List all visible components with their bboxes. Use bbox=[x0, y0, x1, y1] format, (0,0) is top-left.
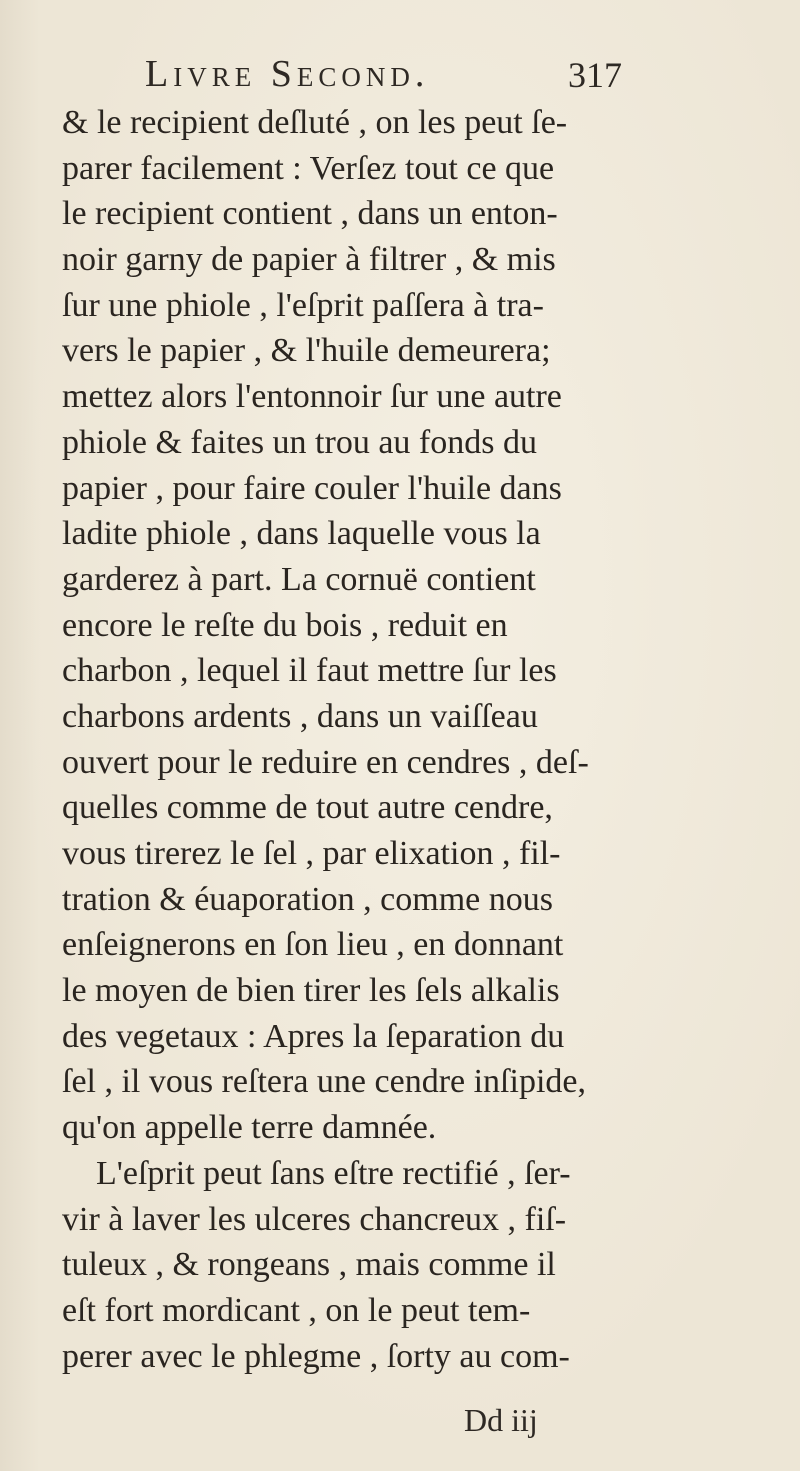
text-line: perer avec le phlegme , ſorty au com- bbox=[62, 1337, 570, 1375]
text-line: tration & éuaporation , comme nous bbox=[62, 880, 553, 918]
text-line: enſeignerons en ſon lieu , en donnant bbox=[62, 926, 564, 964]
page-number: 317 bbox=[568, 55, 622, 95]
text-line: ſur une phiole , l'eſprit paſſera à tra- bbox=[62, 286, 544, 324]
running-head bbox=[0, 52, 800, 102]
text-line: parer facilement : Verſez tout ce que bbox=[62, 149, 555, 187]
text-line: vers le papier , & l'huile demeurera; bbox=[62, 332, 551, 370]
text-line: quelles comme de tout autre cendre, bbox=[62, 789, 553, 827]
text-line: eſt fort mordicant , on le peut tem- bbox=[62, 1291, 531, 1329]
text-line: charbons ardents , dans un vaiſſeau bbox=[62, 697, 538, 735]
text-line: le moyen de bien tirer les ſels alkalis bbox=[62, 972, 560, 1010]
text-line: qu'on appelle terre damnée. bbox=[62, 1109, 437, 1147]
text-line: tuleux , & rongeans , mais comme il bbox=[62, 1246, 556, 1284]
signature-mark: Dd iij bbox=[464, 1402, 538, 1438]
text-line: des vegetaux : Apres la ſeparation du bbox=[62, 1017, 565, 1055]
text-line: charbon , lequel il faut mettre ſur les bbox=[62, 652, 557, 690]
body-text bbox=[62, 100, 662, 1379]
text-line: le recipient contient , dans un enton- bbox=[62, 195, 558, 233]
text-line: vous tirerez le ſel , par elixation , fil- bbox=[62, 835, 561, 872]
text-line: encore le reſte du bois , reduit en bbox=[62, 606, 508, 644]
running-head-title: Livre Second. bbox=[145, 53, 430, 95]
text-line: noir garny de papier à filtrer , & mis bbox=[62, 241, 556, 279]
text-line: ladite phiole , dans laquelle vous la bbox=[62, 515, 541, 553]
text-line: papier , pour faire couler l'huile dans bbox=[62, 469, 562, 507]
text-line: garderez à part. La cornuë contient bbox=[62, 560, 536, 598]
text-line: phiole & faites un trou au fonds du bbox=[62, 423, 537, 461]
text-line: & le recipient deſluté , on les peut ſe- bbox=[62, 104, 568, 141]
text-line: ſel , il vous reſtera une cendre inſipide, bbox=[62, 1063, 586, 1101]
text-line: mettez alors l'entonnoir ſur une autre bbox=[62, 378, 562, 416]
text-line: vir à laver les ulceres chancreux , fiſ- bbox=[62, 1200, 567, 1238]
text-line: ouvert pour le reduire en cendres , deſ- bbox=[62, 743, 589, 781]
text-line-paragraph-start: L'eſprit peut ſans eſtre rectifié , ſer- bbox=[96, 1154, 571, 1192]
